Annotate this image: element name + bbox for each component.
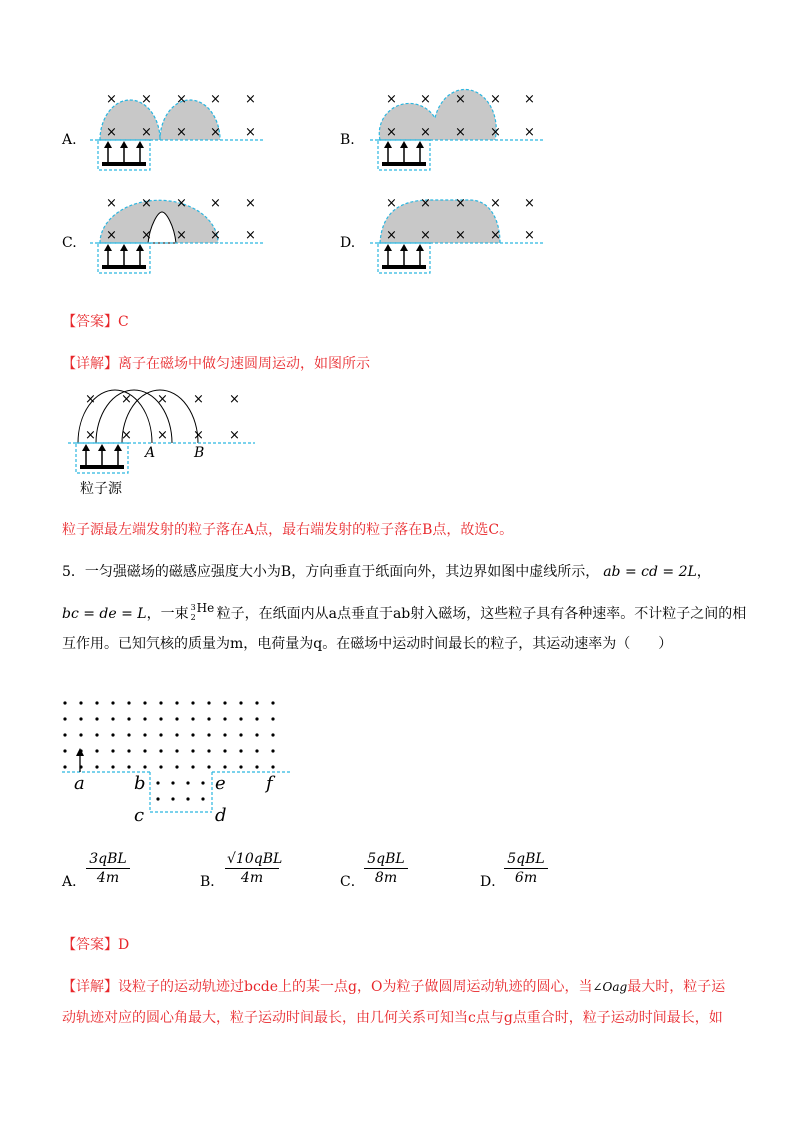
q5-line2 (62, 601, 747, 624)
field-dot (171, 797, 174, 800)
field-dot (207, 733, 210, 736)
q4-fig-label-a: A (145, 445, 156, 461)
q4-fig-caption: 粒子源 (80, 481, 122, 497)
q5-answer (62, 935, 129, 955)
angle-oag: ∠Oag (592, 980, 628, 994)
field-dot (156, 781, 159, 784)
q5-label-c: c (134, 805, 145, 826)
q5-option-c-den: 8m (374, 870, 398, 886)
q5-option-c-letter[interactable]: C． (340, 874, 365, 890)
cross-mark: × (490, 92, 501, 107)
cross-mark: × (490, 125, 501, 140)
field-dot (239, 749, 242, 752)
cross-mark: × (121, 428, 132, 443)
field-dot (201, 781, 204, 784)
cross-mark: × (245, 228, 256, 243)
cross-mark: × (229, 428, 240, 443)
q5-label-e: e (215, 773, 226, 794)
q5-line2-rest: 粒子，在纸面内从a点垂直于ab射入磁场，这些粒子具有各种速率。不计粒子之间的相 (216, 606, 747, 622)
cross-mark: × (210, 125, 221, 140)
field-dot (175, 765, 178, 768)
field-dot (207, 717, 210, 720)
cross-mark: × (524, 92, 535, 107)
field-dot (175, 749, 178, 752)
q4-conclusion: 粒子源最左端发射的粒子落在A点，最右端发射的粒子落在B点，故选C。 (62, 522, 514, 538)
field-dot (223, 733, 226, 736)
q5-figure (0, 690, 800, 850)
field-dot (201, 797, 204, 800)
field-dot (95, 749, 98, 752)
field-dot (191, 717, 194, 720)
field-dot (186, 797, 189, 800)
field-dot (239, 717, 242, 720)
cross-mark: × (176, 92, 187, 107)
field-dot (223, 717, 226, 720)
cross-mark: × (85, 428, 96, 443)
he-charge-number: 2 (190, 613, 196, 622)
cross-mark: × (106, 228, 117, 243)
field-dot (95, 701, 98, 704)
field-dot (175, 733, 178, 736)
q5-answer-tag: 【答案】 (62, 937, 118, 953)
field-dot (63, 749, 66, 752)
q5-explain-tag: 【详解】 (62, 979, 118, 995)
q5-label-a: a (74, 773, 85, 794)
field-dot (207, 701, 210, 704)
cross-mark: × (386, 196, 397, 211)
q5-option-b-value[interactable] (225, 851, 283, 886)
cross-mark: × (524, 228, 535, 243)
q5-option-c-num: 5qBL (364, 851, 408, 869)
cross-mark: × (193, 392, 204, 407)
field-dot (127, 701, 130, 704)
field-dot (143, 733, 146, 736)
q5-option-a-value[interactable] (86, 851, 130, 886)
field-dot (255, 749, 258, 752)
cross-mark: × (85, 392, 96, 407)
q4-fig-label-b: B (194, 445, 205, 461)
cross-mark: × (245, 196, 256, 211)
field-dot (95, 765, 98, 768)
cross-mark: × (386, 92, 397, 107)
q5-explain-text1a: 设粒子的运动轨迹过bcde上的某一点g，O为粒子做圆周运动轨迹的圆心，当 (118, 979, 593, 995)
q5-explain-line2: 动轨迹对应的圆心角最大，粒子运动时间最长，由几何关系可知当c点与g点重合时，粒子运动时间最长，如 (62, 1010, 723, 1026)
q5-line1-text: 5．一匀强磁场的磁感应强度大小为B，方向垂直于纸面向外，其边界如图中虚线所示， (62, 564, 600, 580)
field-dot (223, 765, 226, 768)
field-dot (271, 765, 274, 768)
field-dot (79, 717, 82, 720)
q5-explain-text1b: 最大时，粒子运 (627, 979, 726, 995)
field-dot (159, 765, 162, 768)
he-symbol: He (196, 601, 215, 615)
field-dot (143, 749, 146, 752)
field-dot (111, 717, 114, 720)
cross-mark: × (106, 196, 117, 211)
cross-mark: × (141, 228, 152, 243)
field-dot (143, 765, 146, 768)
q5-line1 (62, 562, 711, 582)
q5-option-c-value[interactable] (364, 851, 408, 886)
field-dot (127, 733, 130, 736)
field-dot (223, 749, 226, 752)
option-b-label[interactable]: B. (340, 132, 355, 148)
field-dot (63, 765, 66, 768)
cross-mark: × (455, 228, 466, 243)
field-dot (159, 701, 162, 704)
cross-mark: × (420, 92, 431, 107)
q5-line2-mid: ，一束 (146, 606, 189, 622)
q5-line2-eq: bc = de = L (62, 606, 147, 622)
cross-mark: × (455, 92, 466, 107)
field-dot (159, 749, 162, 752)
q4-explain-tag: 【详解】 (62, 356, 118, 372)
q5-option-a-num: 3qBL (86, 851, 130, 869)
q5-label-b: b (134, 773, 146, 794)
q5-label-d: d (215, 805, 227, 826)
cross-mark: × (157, 428, 168, 443)
cross-mark: × (176, 196, 187, 211)
q5-option-d-den: 6m (514, 870, 538, 886)
cross-mark: × (524, 125, 535, 140)
field-dot (239, 765, 242, 768)
field-dot (191, 733, 194, 736)
cross-mark: × (245, 92, 256, 107)
field-dot (111, 733, 114, 736)
cross-mark: × (245, 125, 256, 140)
cross-mark: × (121, 392, 132, 407)
field-dot (143, 701, 146, 704)
cross-mark: × (176, 228, 187, 243)
cross-mark: × (420, 228, 431, 243)
he-nuclide (189, 601, 217, 624)
q5-answer-value: D (118, 937, 130, 953)
q5-option-b-num: √10qBL (227, 851, 283, 867)
field-dot (127, 749, 130, 752)
field-dot (111, 749, 114, 752)
field-dot (207, 765, 210, 768)
q5-line1-end: ， (696, 564, 711, 580)
q5-line1-eq: ab = cd = 2L (603, 564, 697, 580)
field-dot (271, 749, 274, 752)
q5-option-a-letter[interactable]: A． (62, 874, 87, 890)
cross-mark: × (420, 125, 431, 140)
cross-mark: × (490, 228, 501, 243)
q5-option-a-den: 4m (96, 870, 120, 886)
cross-mark: × (106, 92, 117, 107)
q5-option-b-letter[interactable]: B． (200, 874, 225, 890)
field-dot (186, 781, 189, 784)
q5-label-f: f (266, 773, 273, 794)
field-dot (255, 717, 258, 720)
q4-answer (62, 312, 129, 332)
field-dot (63, 701, 66, 704)
q4-answer-value: C (118, 314, 129, 330)
field-dot (223, 701, 226, 704)
field-dot (239, 733, 242, 736)
field-dot (175, 701, 178, 704)
field-dot (143, 717, 146, 720)
field-dot (159, 717, 162, 720)
cross-mark: × (455, 196, 466, 211)
field-dot (271, 717, 274, 720)
field-dot (255, 733, 258, 736)
field-dot (159, 733, 162, 736)
option-d-label[interactable]: D. (340, 235, 356, 251)
field-dot (207, 749, 210, 752)
cross-mark: × (386, 228, 397, 243)
cross-mark: × (210, 228, 221, 243)
field-dot (255, 701, 258, 704)
q5-option-d-value[interactable] (504, 851, 548, 886)
field-dot (175, 717, 178, 720)
cross-mark: × (210, 92, 221, 107)
field-dot (127, 717, 130, 720)
field-dot (156, 797, 159, 800)
field-dot (111, 765, 114, 768)
field-dot (271, 701, 274, 704)
field-dot (239, 701, 242, 704)
cross-mark: × (176, 125, 187, 140)
option-c-label[interactable]: C. (62, 235, 77, 251)
q5-option-d-num: 5qBL (504, 851, 548, 869)
field-dot (191, 765, 194, 768)
cross-mark: × (141, 125, 152, 140)
cross-mark: × (455, 125, 466, 140)
he-mass-number: 3 (190, 603, 196, 612)
field-dot (95, 733, 98, 736)
cross-mark: × (420, 196, 431, 211)
cross-mark: × (490, 196, 501, 211)
q5-option-b-den: 4m (240, 870, 264, 886)
field-dot (79, 733, 82, 736)
field-dot (271, 733, 274, 736)
cross-mark: × (157, 392, 168, 407)
q4-explain-text: 离子在磁场中做匀速圆周运动，如图所示 (118, 356, 370, 372)
q4-explain (62, 354, 370, 374)
field-dot (95, 717, 98, 720)
cross-mark: × (106, 125, 117, 140)
q5-option-d-letter[interactable]: D． (480, 874, 506, 890)
field-dot (171, 781, 174, 784)
q5-explain-line1 (62, 977, 725, 997)
field-dot (63, 717, 66, 720)
cross-mark: × (229, 392, 240, 407)
cross-mark: × (210, 196, 221, 211)
field-dot (79, 701, 82, 704)
field-dot (191, 749, 194, 752)
field-dot (63, 733, 66, 736)
cross-mark: × (386, 125, 397, 140)
field-dot (255, 765, 258, 768)
q5-line3: 互作用。已知氕核的质量为m，电荷量为q。在磁场中运动时间最长的粒子，其运动速率为（ ） (62, 636, 673, 652)
cross-mark: × (524, 196, 535, 211)
option-figures (0, 0, 800, 300)
option-a-label[interactable]: A. (62, 132, 77, 148)
field-dot (111, 701, 114, 704)
cross-mark: × (193, 428, 204, 443)
q4-answer-tag: 【答案】 (62, 314, 118, 330)
field-dot (127, 765, 130, 768)
cross-mark: × (141, 92, 152, 107)
cross-mark: × (141, 196, 152, 211)
field-dot (191, 701, 194, 704)
